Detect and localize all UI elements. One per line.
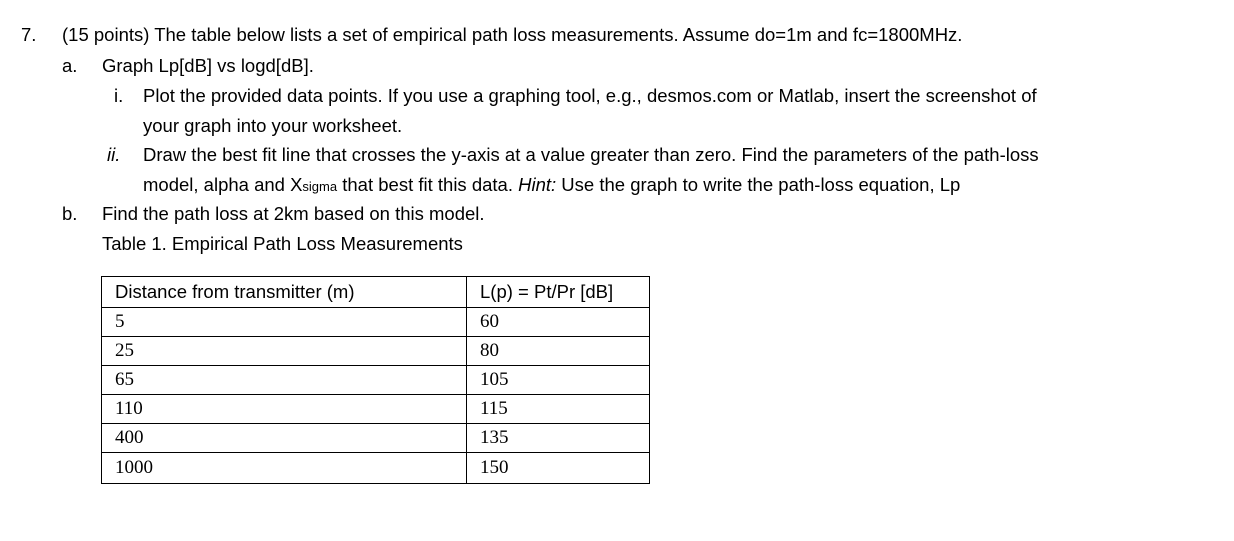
distance-cell: 25	[102, 337, 467, 366]
part-a-text: Graph Lp[dB] vs logd[dB].	[102, 55, 314, 76]
distance-cell: 400	[102, 424, 467, 453]
distance-cell: 1000	[102, 453, 467, 484]
table-row	[102, 366, 650, 395]
header-distance: Distance from transmitter (m)	[102, 277, 467, 308]
sub-ii-line2-mid: that best fit this data.	[337, 174, 519, 195]
table-row	[102, 337, 650, 366]
part-b-label: b.	[62, 203, 78, 224]
path-loss-cell: 135	[467, 424, 650, 453]
sub-i-label: i.	[114, 85, 124, 106]
distance-cell: 5	[102, 308, 467, 337]
sub-ii-line2	[143, 174, 960, 198]
sub-ii-line2-post: Use the graph to write the path-loss equation, Lp	[556, 174, 961, 195]
distance-cell: 110	[102, 395, 467, 424]
table-caption: Table 1. Empirical Path Loss Measurements	[102, 233, 463, 254]
path-loss-cell: 115	[467, 395, 650, 424]
path-loss-cell: 60	[467, 308, 650, 337]
sub-i-line1: Plot the provided data points. If you use a graphing tool, e.g., desmos.com or Matlab, insert the screenshot of	[143, 85, 1037, 106]
sub-ii-label: ii.	[107, 144, 121, 165]
sub-ii-line1: Draw the best fit line that crosses the y-axis at a value greater than zero. Find the parameters of the path-loss	[143, 144, 1039, 165]
part-a-label: a.	[62, 55, 78, 76]
distance-cell: 65	[102, 366, 467, 395]
question-number: 7.	[21, 24, 37, 45]
sub-ii-line2-pre: model, alpha and X	[143, 174, 303, 195]
table-row	[102, 308, 650, 337]
table-row	[102, 424, 650, 453]
table-row	[102, 453, 650, 484]
path-loss-cell: 105	[467, 366, 650, 395]
table-header-row	[102, 277, 650, 308]
path-loss-table	[101, 276, 650, 484]
table-row	[102, 395, 650, 424]
sub-i-line2: your graph into your worksheet.	[143, 115, 403, 136]
sub-ii-sigma-subscript: sigma	[302, 179, 338, 194]
path-loss-cell: 80	[467, 337, 650, 366]
path-loss-cell: 150	[467, 453, 650, 484]
part-b-text: Find the path loss at 2km based on this model.	[102, 203, 485, 224]
question-text: (15 points) The table below lists a set of empirical path loss measurements. Assume do=1m and fc=1800MHz.	[62, 24, 963, 45]
header-path-loss: L(p) = Pt/Pr [dB]	[467, 277, 650, 308]
hint-label: Hint:	[518, 174, 557, 195]
